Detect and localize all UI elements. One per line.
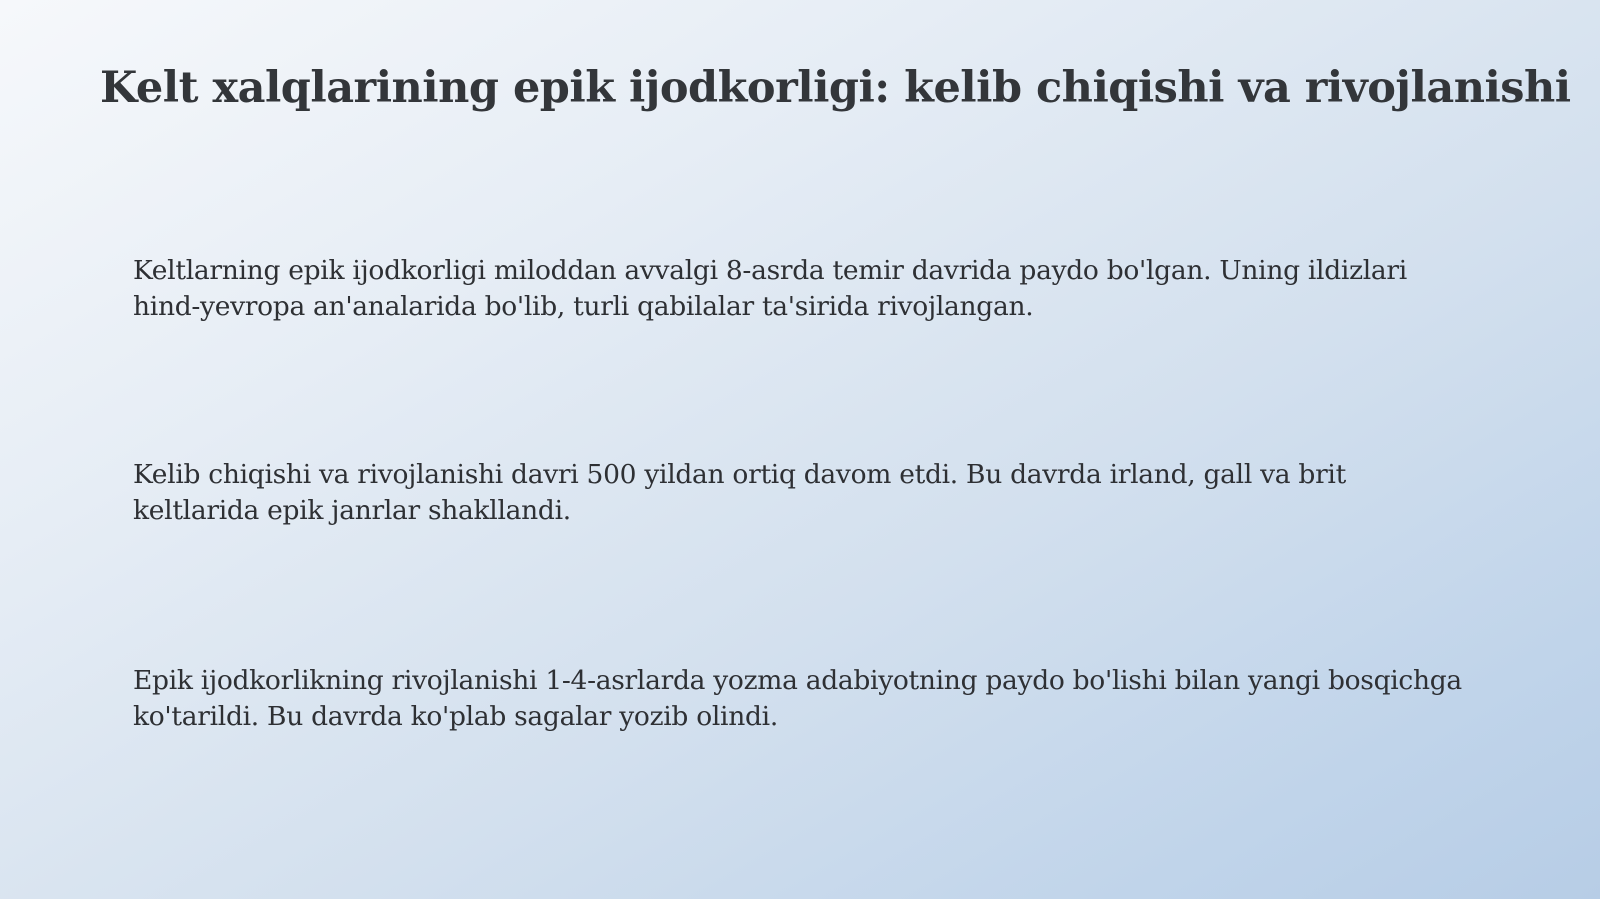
paragraph-development-period: Kelib chiqishi va rivojlanishi davri 500 yildan ortiq davom etdi. Bu davrda irland, gall va brit keltlarida epik janrlar shakllandi.: [133, 459, 1346, 526]
paragraph-written-literature: Epik ijodkorlikning rivojlanishi 1-4-asrlarda yozma adabiyotning paydo bo'lishi bilan yangi bosqichga ko'tarildi. Bu davrda ko'plab sagalar yozib olindi.: [133, 665, 1462, 732]
slide-title: Kelt xalqlarining epik ijodkorligi: kelib chiqishi va rivojlanishi: [100, 63, 1571, 113]
paragraph-origin: Keltlarning epik ijodkorligi miloddan avvalgi 8-asrda temir davrida paydo bo'lgan. Uning ildizlari hind-yevropa an'analarida bo'lib, turli qabilalar ta'sirida rivojlangan.: [133, 255, 1407, 322]
